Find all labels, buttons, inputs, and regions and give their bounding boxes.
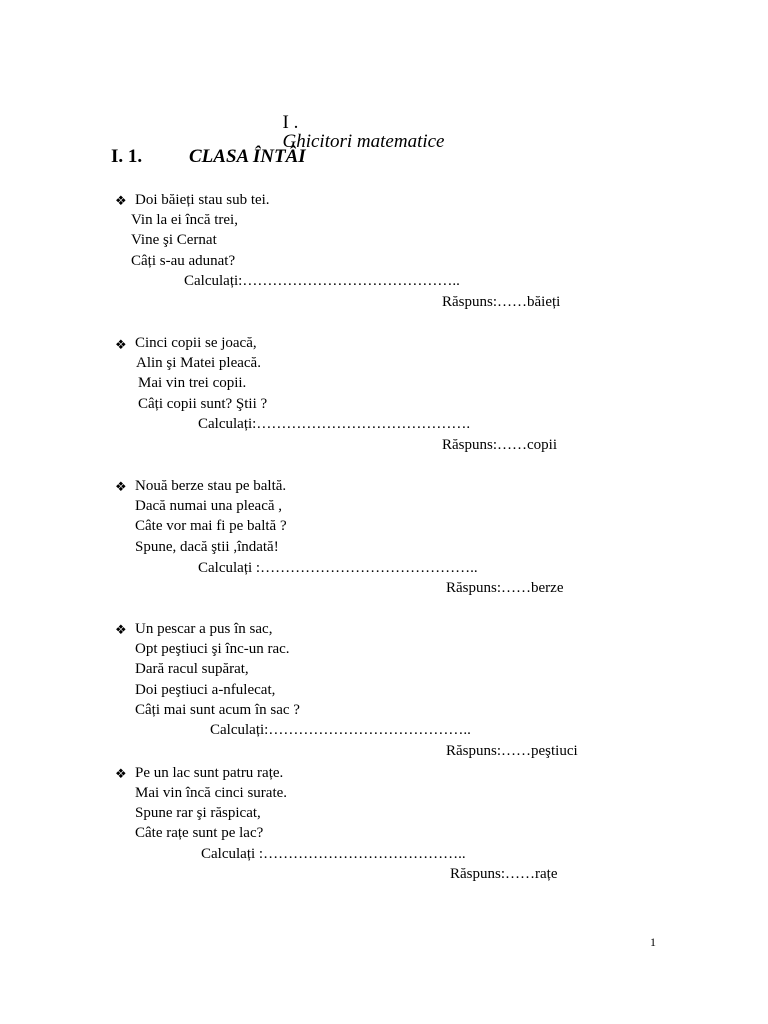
riddle-line: Dacă numai una pleacă , [135,498,283,514]
page-number: 1 [650,935,656,949]
riddle-line: Pe un lac sunt patru rațe. [135,765,284,781]
riddle-line: Opt peştiuci şi înc-un rac. [135,641,290,657]
riddle-line: Mai vin încă cinci surate. [135,785,288,801]
answer-line: Răspuns:……băieți [442,294,561,310]
riddle-line: Câți s-au adunat? [131,253,236,269]
bullet-icon: ❖ [115,337,127,352]
riddle-line: Câți copii sunt? Ştii ? [138,396,268,412]
calculation-line: Calculați:…………………………………….. [184,273,460,289]
riddle-line: Vin la ei încă trei, [131,212,238,228]
riddle-line: Mai vin trei copii. [138,375,247,391]
riddle-line: Câți mai sunt acum în sac ? [135,702,300,718]
riddle-line: Cinci copii se joacă, [135,335,257,351]
bullet-icon: ❖ [115,766,127,781]
calculation-line: Calculați :………………………………….. [201,846,466,862]
title-prefix: I . [282,112,299,133]
riddle-line: Nouă berze stau pe baltă. [135,478,287,494]
riddle-line: Spune rar şi răspicat, [135,805,261,821]
riddle-line: Doi băieți stau sub tei. [135,192,270,208]
title-text: Ghicitori matematice [282,131,445,152]
riddle-line: Spune, dacă ştii ,îndată! [135,539,279,555]
riddle-line: Câte vor mai fi pe baltă ? [135,518,287,534]
section-number: I. 1. [111,146,143,167]
riddle-line: Un pescar a pus în sac, [135,621,273,637]
riddle-line: Dară racul supărat, [135,661,249,677]
calculation-line: Calculați:………………………………….. [210,722,471,738]
bullet-icon: ❖ [115,622,127,637]
riddle-line: Câte rațe sunt pe lac? [135,825,264,841]
answer-line: Răspuns:……peştiuci [446,743,578,759]
section-name: CLASA ÎNTÂI [189,146,306,167]
answer-line: Răspuns:……rațe [450,866,558,882]
bullet-icon: ❖ [115,479,127,494]
bullet-icon: ❖ [115,193,127,208]
riddle-line: Doi peştiuci a-nfulecat, [135,682,276,698]
calculation-line: Calculați :…………………………………….. [198,560,478,576]
riddle-line: Vine şi Cernat [131,232,217,248]
answer-line: Răspuns:……berze [446,580,564,596]
calculation-line: Calculați:……………………………………. [198,416,471,432]
page-title [273,94,445,151]
answer-line: Răspuns:……copii [442,437,557,453]
riddle-line: Alin şi Matei pleacă. [136,355,261,371]
